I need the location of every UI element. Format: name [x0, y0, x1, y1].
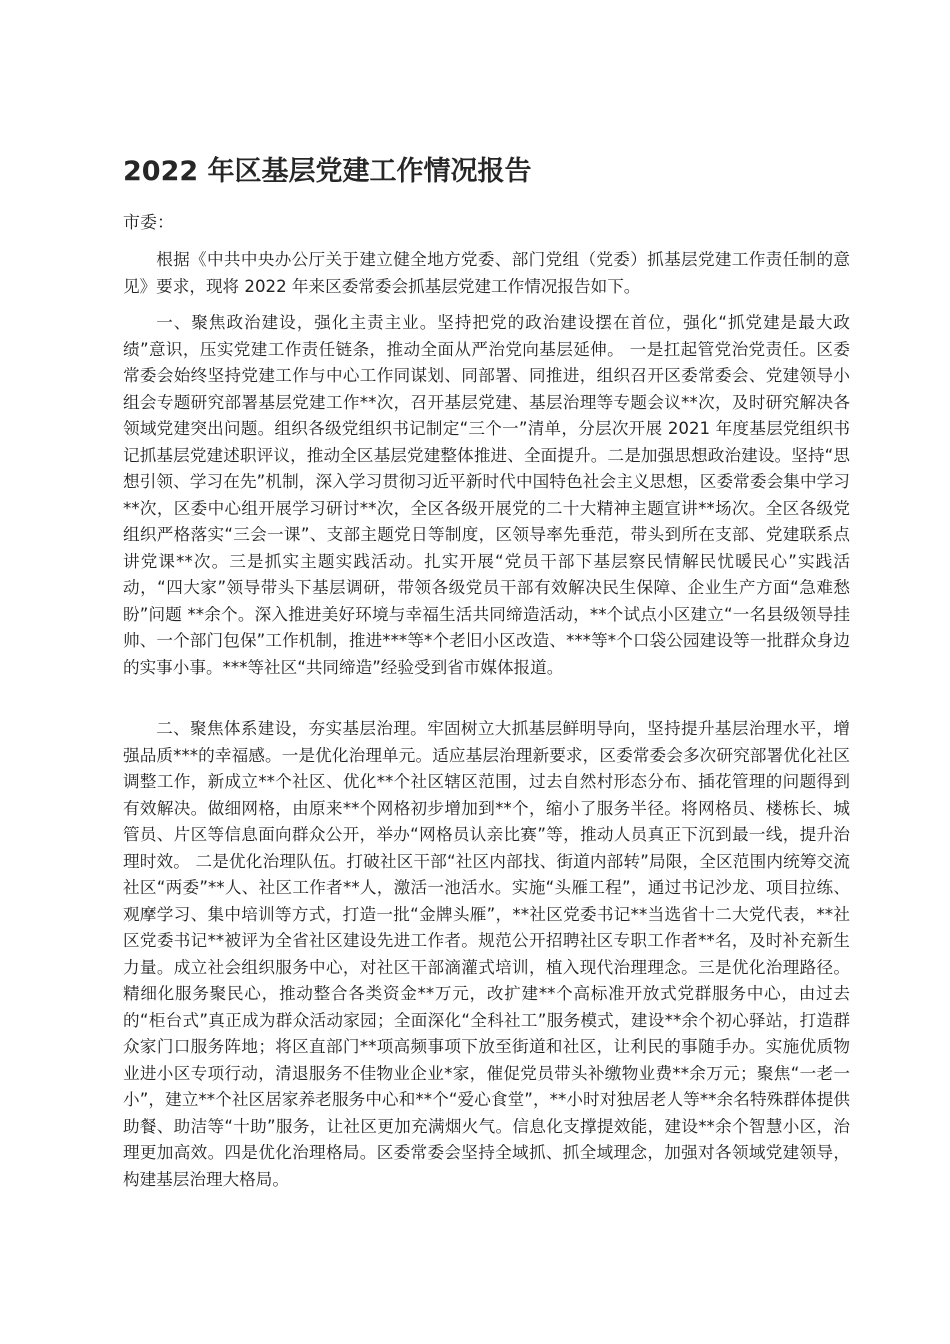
salutation: 市委： [123, 213, 174, 233]
paragraph-intro: 根据《中共中央办公厅关于建立健全地方党委、部门党组（党委）抓基层党建工作责任制的意见》要求，现将 2022 年来区委常委会抓基层党建工作情况报告如下。 [123, 250, 850, 296]
paragraph-system-building: 二、聚焦体系建设，夯实基层治理。牢固树立大抓基层鲜明导向，坚持提升基层治理水平，增强品质***的幸福感。一是优化治理单元。适应基层治理新要求，区委常委会多次研究部署优化社区调整工作，新成立**个社区、优化**个社区辖区范围，过去自然村形态分布、插花管理的问题得到有效解决。做细网格，由原来**个网格初步增加到**个，缩小了服务半径。将网格员、楼栋长、城管员、片区等信息面向群众公开，举办“网格员认亲比赛”等，推动人员真正下沉到最一线，提升治理时效。 二是优化治理队伍。打破社区干部“社区内部找、街道内部转”局限，全区范围内统筹交流社区“两委”**人、社区工作者**人，激活一池活水。实施“头雁工程”，通过书记沙龙、项目拉练、观摩学习、集中培训等方式，打造一批“金牌头雁”，**社区党委书记**当选省十二大党代表，**社区党委书记**被评为全省社区建设先进工作者。规范公开招聘社区专职工作者**名，及时补充新生力量。成立社会组织服务中心，对社区干部滴灌式培训，植入现代治理理念。三是优化治理路径。精细化服务聚民心，推动整合各类资金**万元，改扩建**个高标准开放式党群服务中心，由过去的“柜台式”真正成为群众活动家园；全面深化“全科社工”服务模式，建设**余个初心驿站，打造群众家门口服务阵地；将区直部门**项高频事项下放至街道和社区，让利民的事随手办。实施优质物业进小区专项行动，清退服务不佳物业企业*家，催促党员带头补缴物业费**余万元；聚焦“一老一小”，建立**个社区居家养老服务中心和**个“爱心食堂”，**小时对独居老人等**余名特殊群体提供助餐、助洁等“十助”服务，让社区更加充满烟火气。信息化支撑提效能，建设**余个智慧小区，治理更加高效。四是优化治理格局。区委常委会坚持全域抓、抓全域理念，加强对各领域党建领导，构建基层治理大格局。 [123, 719, 850, 1189]
document-title: 2022 年区基层党建工作情况报告 [123, 156, 532, 187]
paragraph-political-building: 一、聚焦政治建设，强化主责主业。坚持把党的政治建设摆在首位，强化“抓党建是最大政绩”意识，压实党建工作责任链条，推动全面从严治党向基层延伸。 一是扛起管党治党责任。区委常委会始终坚持党建工作与中心工作同谋划、同部署、同推进，组织召开区委常委会、党建领导小组会专题研究部署基层党建工作**次，召开基层党建、基层治理等专题会议**次，及时研究解决各领域党建突出问题。组织各级党组织书记制定“三个一”清单，分层次开展 2021 年度基层党组织书记抓基层党建述职评议，推动全区基层党建整体推进、全面提升。二是加强思想政治建设。坚持“思想引领、学习在先”机制，深入学习贯彻习近平新时代中国特色社会主义思想，区委常委会集中学习**次，区委中心组开展学习研讨**次，全区各级开展党的二十大精神主题宣讲**场次。全区各级党组织严格落实“三会一课”、支部主题党日等制度，区领导率先垂范，带头到所在支部、党建联系点讲党课**次。三是抓实主题实践活动。扎实开展“党员干部下基层察民情解民忧暖民心”实践活动，“四大家”领导带头下基层调研，带领各级党员干部有效解决民生保障、企业生产方面“急难愁盼”问题 **余个。深入推进美好环境与幸福生活共同缔造活动，**个试点小区建立“一名县级领导挂帅、一个部门包保”工作机制，推进***等*个老旧小区改造、***等*个口袋公园建设等一批群众身边的实事小事。***等社区“共同缔造”经验受到省市媒体报道。 [123, 313, 850, 677]
